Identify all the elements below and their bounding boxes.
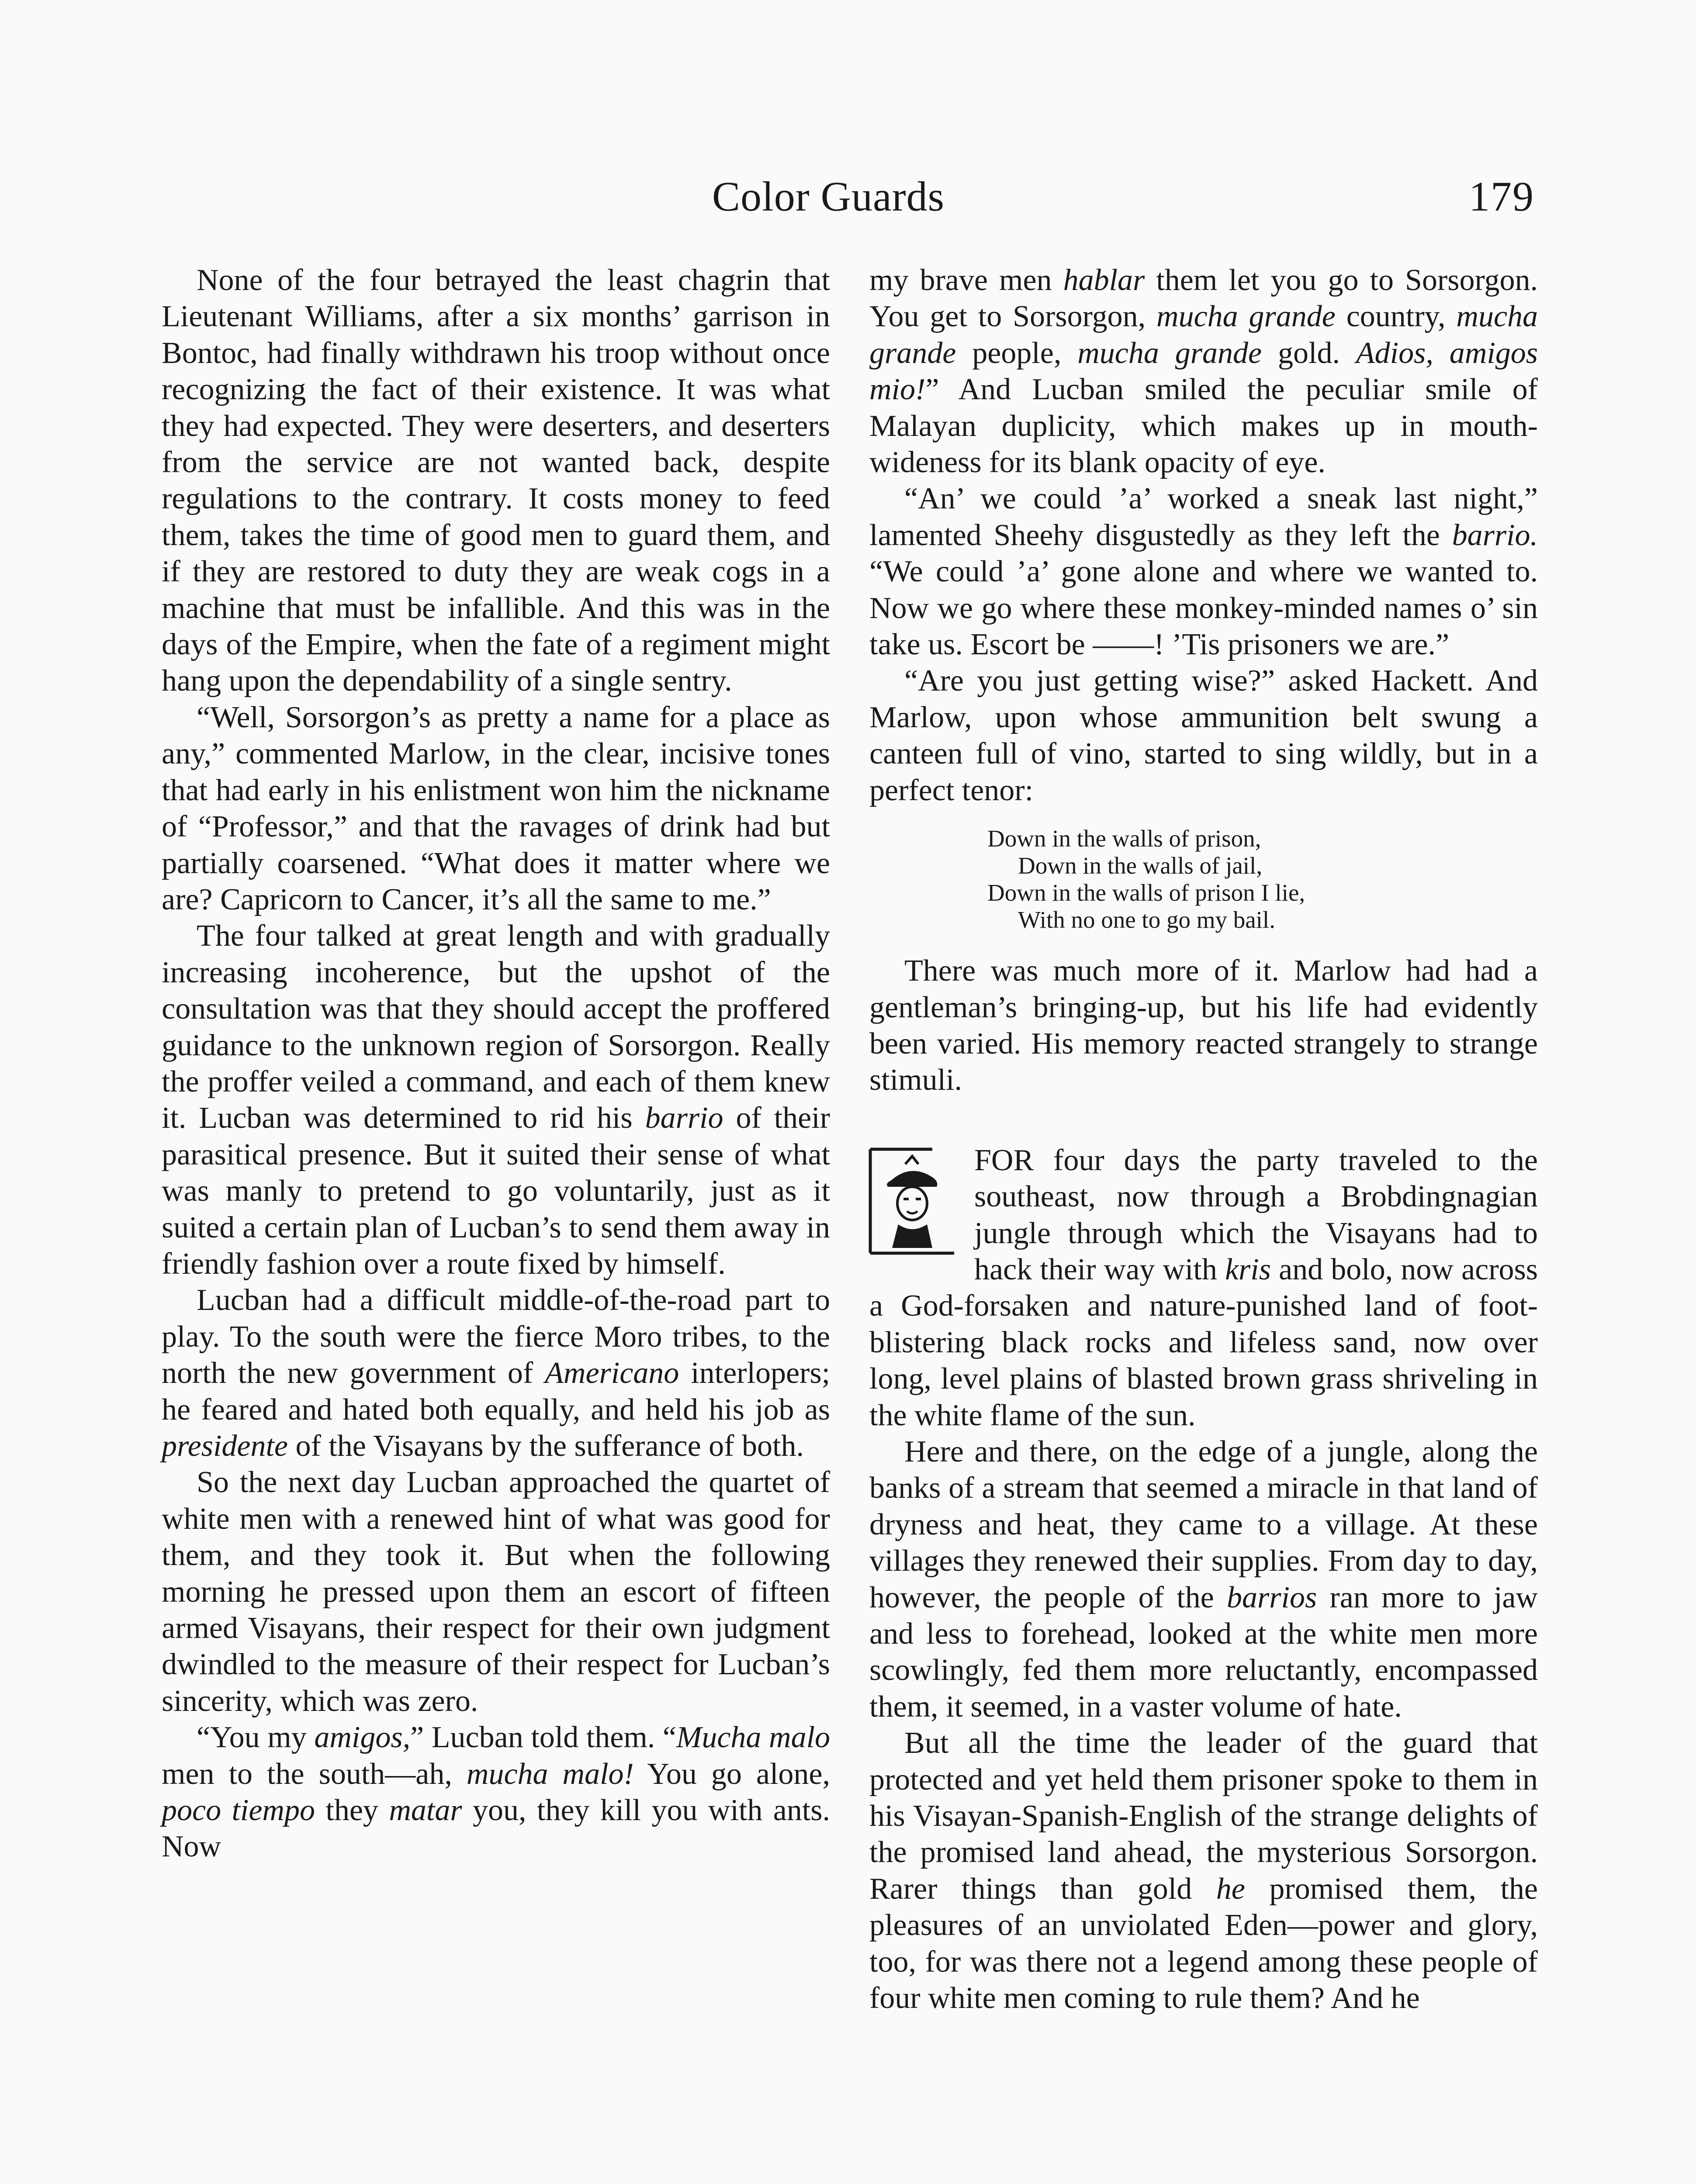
verse-line: Down in the walls of prison I lie, [987,879,1305,906]
running-title: Color Guards [712,173,945,220]
paragraph: But all the time the leader of the guard that protected and yet held them prisoner spoke to them in his Visayan-Spanish-English of the strange delights of the promised land ahead, the mysterious Sorsorgon. Rarer things than gold he promised them, the pleasures of an unviolated Eden—power and glory, too, for was there not a legend among these people of four white men coming to rule them? And he [869,1726,1538,2015]
paragraph: The four talked at great length and with gradually increasing incoherence, but the upshot of the consultation was that they should accept the proffered guidance to the unknown region of Sorsorgon. Really the proffer veiled a command, and each of them knew it. Lucban was determined to rid his barrio of their parasitical presence. But it suited their sense of what was manly to pretend to go voluntarily, just as it suited a certain plan of Lucban’s to send them away in friendly fashion over a route fixed by himself. [162,919,831,1281]
paragraph-continued: my brave men hablar them let you go to Sorsorgon. You get to Sorsorgon, mucha grande country, mucha grande people, mucha grande gold. Adios, amigos mio!” And Lucban smiled the peculiar smile of Malayan duplicity, which makes up in mouth-wideness for its blank opacity of eye. [869,263,1538,480]
section-break [869,1099,1538,1142]
paragraph: “An’ we could ’a’ worked a sneak last night,” lamented Sheehy disgustedly as they left the barrio. “We could ’a’ gone alone and where we wanted to. Now we go where these monkey-minded names o’ sin take us. Escort be ——! ’Tis prisoners we are.” [869,482,1538,662]
paragraph: Here and there, on the edge of a jungle, along the banks of a stream that seemed a miracle in that land of dryness and heat, they came to a village. At these villages they renewed their supplies. From day to day, however, the people of the barrios ran more to jaw and less to forehead, looked at the white men more scowlingly, fed them more reluctantly, encompassed them, it seemed, in a vaster volume of hate. [869,1434,1538,1724]
paragraph: There was much more of it. Marlow had had a gentleman’s bringing-up, but his life had evidently been varied. His memory reacted strangely to strange stimuli. [869,954,1538,1097]
paragraph-section-opening: FOR four days the party traveled to the southeast, now through a Brobdingnagian jungle through which the Visayans had to hack their way with kris and bolo, now across a God-forsaken and nature-punished land of foot-blistering black rocks and lifeless sand, now over long, level plains of blasted brown grass shriveling in the white flame of the sun. [869,1142,1538,1434]
song-verse [987,825,1538,933]
paragraph: So the next day Lucban approached the quartet of white men with a renewed hint of what was good for them, and they took it. But when the following morning he pressed upon them an escort of fifteen armed Visayans, their respect for their own judgment dwindled to the measure of their respect for Lucban’s sincerity, which was zero. [162,1465,830,1718]
verse-line: Down in the walls of prison, [987,825,1261,852]
right-column [869,262,1538,2016]
soldier-portrait-icon [867,1147,959,1256]
paragraph: Lucban had a difficult middle-of-the-road part to play. To the south were the fierce Moro tribes, to the north the new government of Americano interlopers; he feared and hated both equally, and held his job as presidente of the Visayans by the sufferance of both. [162,1283,831,1463]
paragraph: “Are you just getting wise?” asked Hackett. And Marlow, upon whose ammunition belt swung a canteen full of vino, started to sing wildly, but in a perfect tenor: [869,664,1538,807]
left-column [162,262,830,1865]
paragraph: None of the four betrayed the least chagrin that Lieutenant Williams, after a six months’ garrison in Bontoc, had finally withdrawn his troop without once recognizing the fact of their existence. It was what they had expected. They were deserters, and deserters from the service are not wanted back, despite regulations to the contrary. It costs money to feed them, takes the time of good men to guard them, and if they are restored to duty they are weak cogs in a machine that must be infallible. And this was in the days of the Empire, when the fate of a regiment might hang upon the dependability of a single sentry. [162,263,830,698]
verse-line: With no one to go my bail. [1018,906,1275,933]
running-head [0,170,1696,232]
paragraph: “Well, Sorsorgon’s as pretty a name for a place as any,” commented Marlow, in the clear, incisive tones that had early in his enlistment won him the nickname of “Professor,” and that the ravages of drink had but partially coarsened. “What does it matter where we are? Capricorn to Cancer, it’s all the same to me.” [162,700,830,916]
paragraph: “You my amigos,” Lucban told them. “Mucha malo men to the south—ah, mucha malo! You go alone, poco tiempo they matar you, they kill you with ants. Now [162,1721,831,1864]
page-number: 179 [1469,173,1534,220]
verse-line: Down in the walls of jail, [1018,852,1263,879]
